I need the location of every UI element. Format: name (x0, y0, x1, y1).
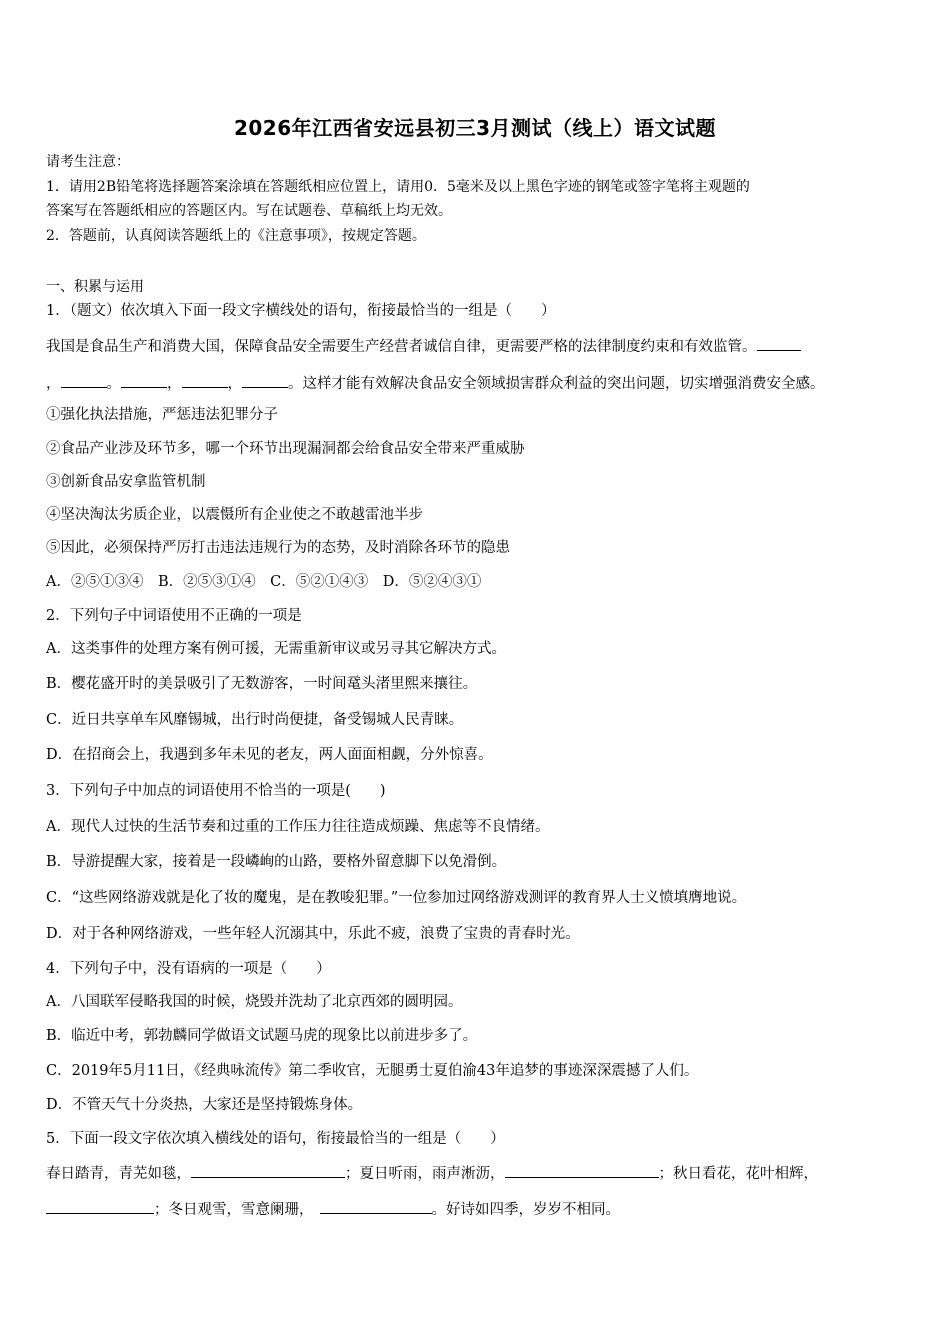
q2-stem: 2．下列句子中词语使用不正确的一项是 (46, 608, 302, 624)
q1-item-3: ③创新食品安拿监管机制 (46, 474, 206, 490)
q3-option-a: A．现代人过快的生活节奏和过重的工作压力往往造成烦躁、焦虑等不良情绪。 (46, 819, 550, 835)
q2-option-d: D．在招商会上，我遇到多年未见的老友，两人面面相觑，分外惊喜。 (46, 747, 493, 763)
q1-blank-3 (121, 373, 167, 388)
q1-choices: A．②⑤①③④ B．②⑤③①④ C．⑤②①④③ D．⑤②④③① (46, 574, 482, 590)
q3-option-d: D．对于各种网络游戏，一些年轻人沉溺其中，乐此不疲，浪费了宝贵的青春时光。 (46, 926, 580, 942)
q5-p1-a: 春日踏青，青芜如毯， (46, 1166, 191, 1182)
q5-paragraph-2 (46, 1199, 620, 1220)
q1-item-2: ②食品产业涉及环节多，哪一个环节出现漏洞都会给食品安全带来严重威胁 (46, 441, 525, 457)
q1-paragraph-1 (46, 336, 801, 357)
q1-item-5: ⑤因此，必须保持严厉打击违法违规行为的态势，及时消除各环节的隐患 (46, 540, 510, 556)
q4-option-b: B．临近中考，郭勃麟同学做语文试题马虎的现象比以前进步多了。 (46, 1028, 478, 1044)
q4-option-d: D．不管天气十分炎热，大家还是坚持锻炼身体。 (46, 1097, 363, 1113)
q5-blank-3 (46, 1199, 154, 1214)
q2-option-c: C．近日共享单车风靡锡城，出行时尚便捷，备受锡城人民青睐。 (46, 712, 464, 728)
q1-sep-2: 。 (106, 376, 121, 392)
q1-blank-1 (757, 336, 801, 351)
q4-option-a: A．八国联军侵略我国的时候，烧毁并洗劫了北京西郊的圆明园。 (46, 994, 463, 1010)
q1-sep-1: ， (46, 376, 61, 392)
q5-p2-b: 。好诗如四季，岁岁不相同。 (431, 1202, 620, 1218)
notice-line-3: 2．答题前，认真阅读答题纸上的《注意事项》，按规定答题。 (46, 228, 426, 244)
q4-option-c: C．2019年5月11日，《经典咏流传》第二季收官，无腿勇士夏伯渝43年追梦的事迹深深震撼了人们。 (46, 1063, 699, 1079)
q1-item-4: ④坚决淘汰劣质企业，以震慑所有企业使之不敢越雷池半步 (46, 507, 423, 523)
q5-blank-2 (505, 1163, 659, 1178)
q2-option-a: A．这类事件的处理方案有例可援，无需重新审议或另寻其它解决方式。 (46, 641, 506, 657)
q3-option-b: B．导游提醒大家，接着是一段嶙峋的山路，要格外留意脚下以免滑倒。 (46, 854, 507, 870)
q5-blank-4 (320, 1199, 432, 1214)
q1-blank-4 (182, 373, 228, 388)
q4-stem: 4．下列句子中，没有语病的一项是（ ） (46, 961, 331, 977)
q5-p1-b: ；夏日听雨，雨声淅沥， (345, 1166, 505, 1182)
q1-blank-5 (242, 373, 288, 388)
q2-option-b: B．樱花盛开时的美景吸引了无数游客，一时间鼋头渚里熙来攘往。 (46, 676, 478, 692)
q1-stem: 1．（题文）依次填入下面一段文字横线处的语句，衔接最恰当的一组是（ ） (46, 303, 556, 319)
q5-p2-a: ；冬日观雪，雪意阑珊， (154, 1202, 314, 1218)
q1-blank-2 (61, 373, 107, 388)
q1-item-1: ①强化执法措施，严惩违法犯罪分子 (46, 407, 278, 423)
q5-p1-c: ；秋日看花，花叶相辉， (658, 1166, 818, 1182)
q5-stem: 5．下面一段文字依次填入横线处的语句，衔接最恰当的一组是（ ） (46, 1131, 505, 1147)
section-heading: 一、积累与运用 (46, 279, 144, 295)
notice-heading: 请考生注意： (46, 154, 130, 170)
q1-para1-text: 我国是食品生产和消费大国，保障食品安全需要生产经营者诚信自律，更需要严格的法律制度约束和有效监管。 (46, 339, 757, 355)
q1-sep-3: ， (167, 376, 182, 392)
q1-para2-tail: 。这样才能有效解决食品安全领域损害群众利益的突出问题，切实增强消费安全感。 (288, 376, 825, 392)
q3-option-c: C．“这些网络游戏就是化了妆的魔鬼，是在教唆犯罪。”一位参加过网络游戏测评的教育界人士义愤填膺地说。 (46, 890, 747, 906)
page-title: 2026年江西省安远县初三3月测试（线上）语文试题 (233, 116, 717, 140)
notice-line-2: 答案写在答题纸相应的答题区内。写在试题卷、草稿纸上均无效。 (46, 203, 452, 219)
q5-blank-1 (191, 1163, 345, 1178)
q3-stem: 3．下列句子中加点的词语使用不恰当的一项是( ) (46, 783, 386, 799)
q1-sep-4: ， (227, 376, 242, 392)
notice-line-1: 1．请用2B铅笔将选择题答案涂填在答题纸相应位置上，请用0．5毫米及以上黑色字迹的钢笔或签字笔将主观题的 (46, 179, 750, 195)
q5-paragraph-1 (46, 1163, 818, 1184)
q1-paragraph-2 (46, 373, 825, 394)
